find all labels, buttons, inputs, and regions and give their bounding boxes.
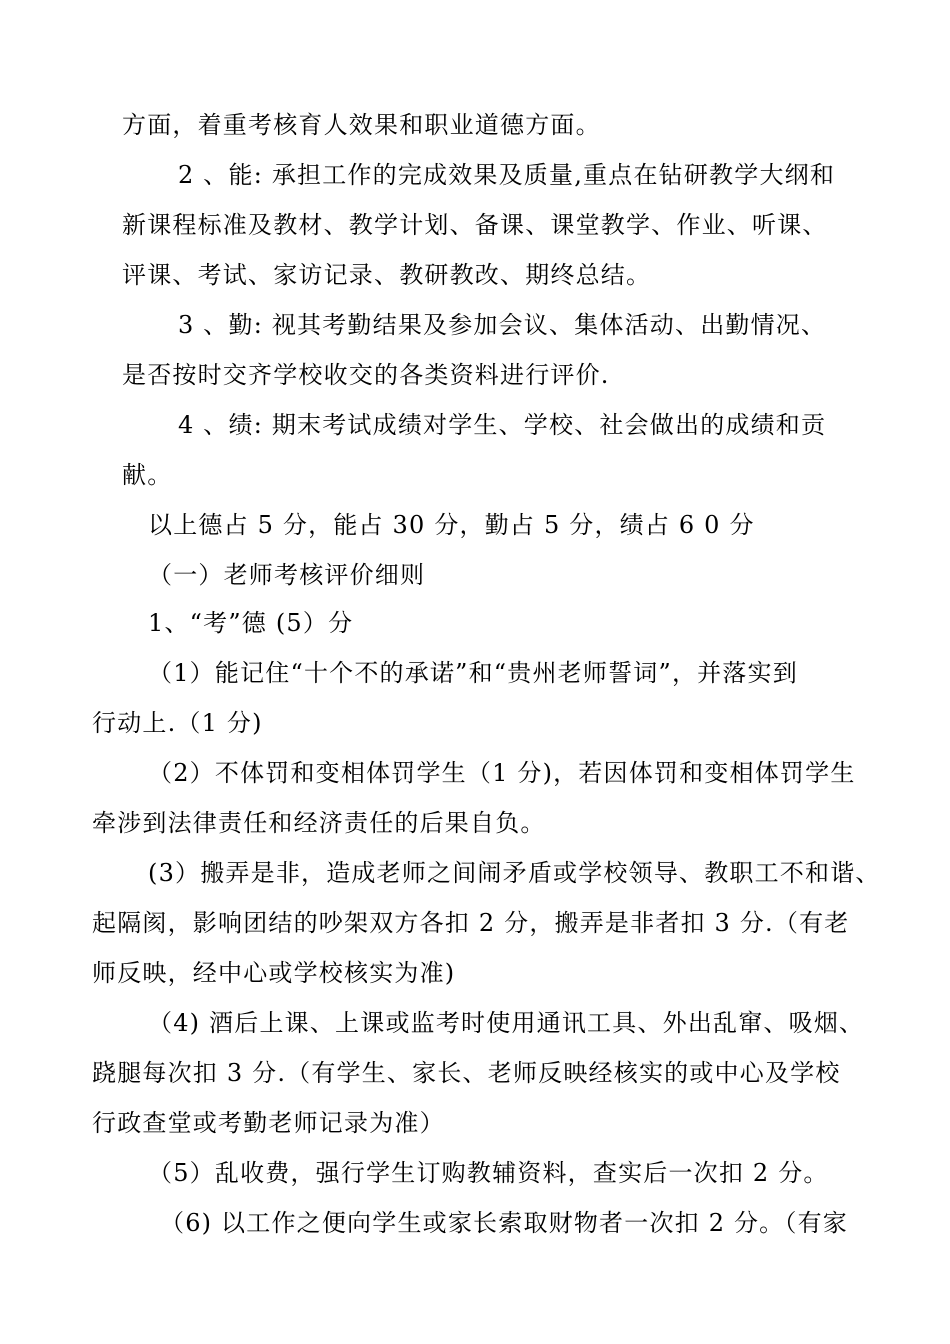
text-line: （5）乱收费，强行学生订购教辅资料，查实后一次扣 2 分。	[148, 1159, 829, 1187]
text-line: 2 、能: 承担工作的完成效果及质量,重点在钻研教学大纲和	[178, 161, 836, 189]
text-line: 4 、绩: 期末考试成绩对学生、学校、社会做出的成绩和贡	[178, 411, 827, 439]
text-line: 行动上.（1 分)	[92, 709, 263, 737]
text-line: 是否按时交齐学校收交的各类资料进行评价.	[122, 361, 610, 389]
text-line: 新课程标准及教材、教学计划、备课、课堂教学、作业、听课、	[122, 211, 828, 239]
text-line: 以上德占 5 分，能占 30 分，勤占 5 分，绩占 6 0 分	[148, 511, 755, 539]
subsection-heading: 1、“考”德 (5）分	[148, 609, 354, 637]
section-heading: （一）老师考核评价细则	[148, 561, 426, 589]
text-line: 起隔阂，影响团结的吵架双方各扣 2 分，搬弄是非者扣 3 分.（有老	[92, 909, 850, 937]
text-line: （1）能记住“十个不的承诺”和“贵州老师誓词”，并落实到	[148, 659, 798, 687]
text-line: 3 、勤: 视其考勤结果及参加会议、集体活动、出勤情况、	[178, 311, 827, 339]
text-line: 献。	[122, 461, 173, 489]
text-line: 行政查堂或考勤老师记录为准）	[92, 1109, 445, 1137]
text-line: （6) 以工作之便向学生或家长索取财物者一次扣 2 分。（有家	[160, 1209, 848, 1237]
text-line: （2）不体罚和变相体罚学生（1 分)，若因体罚和变相体罚学生	[148, 759, 856, 787]
text-line: 评课、考试、家访记录、教研教改、期终总结。	[122, 261, 652, 289]
text-line: 牵涉到法律责任和经济责任的后果自负。	[92, 809, 546, 837]
text-line: 师反映，经中心或学校核实为准)	[92, 959, 456, 987]
text-line: 方面，着重考核育人效果和职业道德方面。	[122, 111, 601, 139]
text-line: （4) 酒后上课、上课或监考时使用通讯工具、外出乱窜、吸烟、	[148, 1009, 865, 1037]
text-line: 跷腿每次扣 3 分.（有学生、家长、老师反映经核实的或中心及学校	[92, 1059, 841, 1087]
text-line: (3）搬弄是非，造成老师之间闹矛盾或学校领导、教职工不和谐、	[148, 859, 881, 887]
